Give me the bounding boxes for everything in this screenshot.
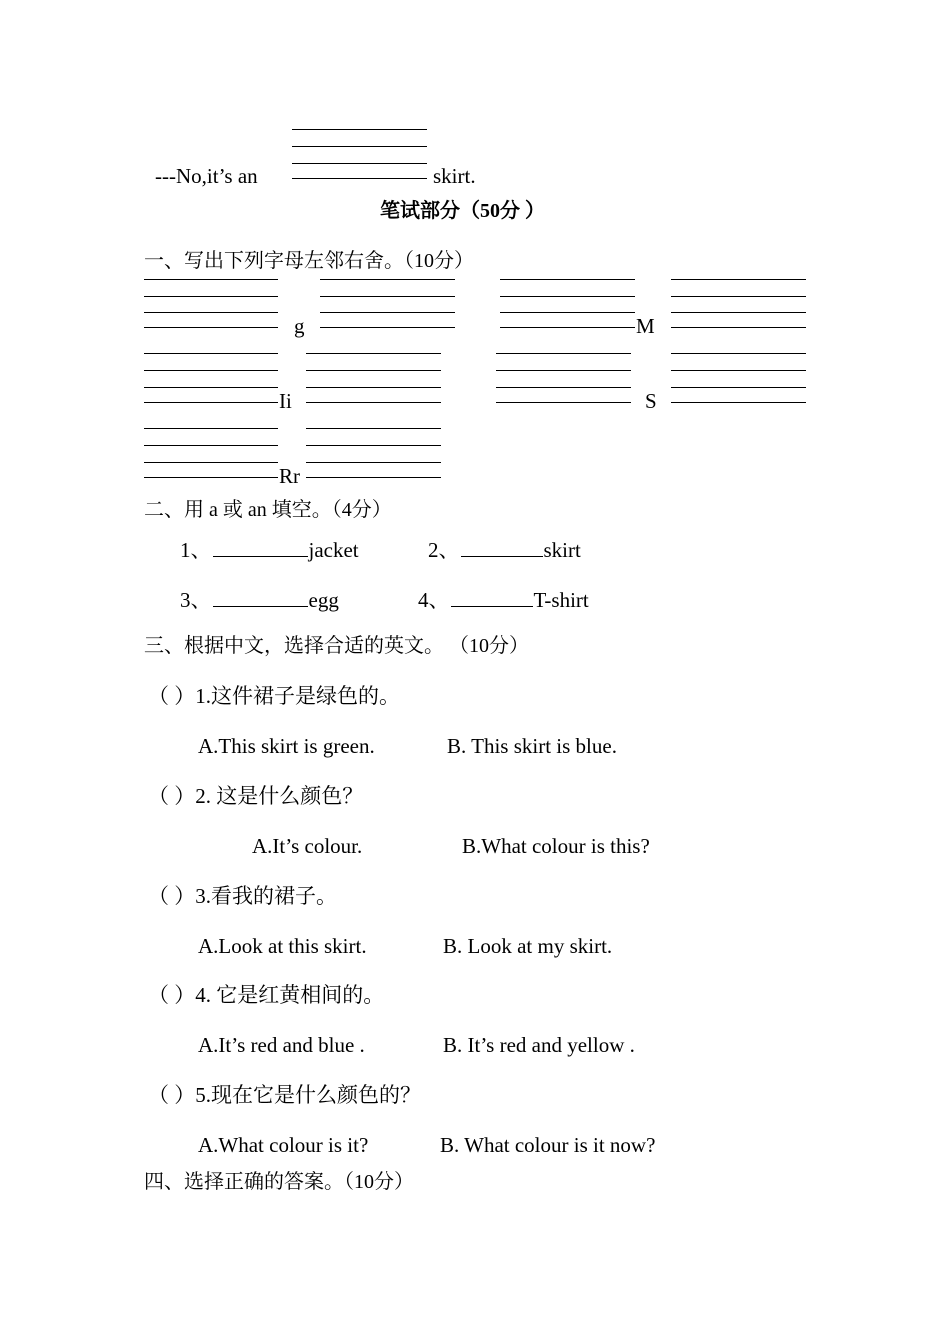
option-1b: B. This skirt is blue.	[447, 734, 617, 758]
letter-m: M	[636, 314, 655, 338]
item-word: egg	[308, 588, 339, 612]
option-4b: B. It’s red and yellow .	[443, 1033, 635, 1057]
section2-title: 二、用 a 或 an 填空。（4分）	[144, 499, 392, 521]
question-4	[148, 985, 384, 1006]
question-text: 5.现在它是什么颜色的？	[195, 1083, 421, 1107]
answer-paren: （ ）	[148, 983, 196, 1007]
fill-item-2	[428, 538, 581, 561]
top-sentence-suffix: skirt.	[433, 164, 476, 188]
section4-title: 四、选择正确的答案。（10分）	[144, 1171, 414, 1193]
item-number: 1、	[180, 538, 212, 562]
section3-title: 三、根据中文，选择合适的英文。 （10分）	[144, 635, 529, 657]
option-3a: A.Look at this skirt.	[198, 934, 367, 958]
option-1a: A.This skirt is green.	[198, 734, 375, 758]
answer-paren: （ ）	[148, 884, 196, 908]
item-word: jacket	[308, 538, 359, 562]
letter-ii: Ii	[279, 389, 292, 413]
question-3	[148, 886, 337, 907]
option-2a: A.It’s colour.	[252, 834, 363, 858]
question-text: 3.看我的裙子。	[195, 884, 337, 908]
letter-g: g	[294, 314, 305, 338]
question-1	[148, 686, 400, 707]
question-text: 4. 它是红黄相间的。	[195, 983, 385, 1007]
answer-paren: （ ）	[148, 784, 196, 808]
section1-title: 一、写出下列字母左邻右舍。（10分）	[144, 250, 474, 272]
option-4a: A.It’s red and blue .	[198, 1033, 365, 1057]
fill-item-4	[418, 588, 589, 611]
option-3b: B. Look at my skirt.	[443, 934, 613, 958]
item-number: 2、	[428, 538, 460, 562]
fill-item-1	[180, 538, 359, 561]
blank-line	[213, 538, 308, 557]
item-number: 4、	[418, 588, 450, 612]
fill-item-3	[180, 588, 339, 611]
question-text: 1.这件裙子是绿色的。	[195, 684, 400, 708]
question-2	[148, 786, 363, 807]
letter-rr: Rr	[279, 464, 300, 488]
blank-line	[213, 588, 308, 607]
item-word: T-shirt	[533, 588, 589, 612]
page-heading: 笔试部分（50分 ）	[380, 200, 545, 222]
top-sentence-prefix: ---No,it’s an	[155, 164, 258, 188]
item-word: skirt	[543, 538, 581, 562]
question-text: 2. 这是什么颜色？	[195, 784, 364, 808]
question-5	[148, 1085, 421, 1106]
answer-paren: （ ）	[148, 684, 196, 708]
blank-line	[461, 538, 543, 557]
letter-s: S	[645, 389, 657, 413]
blank-line	[451, 588, 533, 607]
option-5b: B. What colour is it now?	[440, 1133, 656, 1157]
option-2b: B.What colour is this?	[462, 834, 650, 858]
option-5a: A.What colour is it?	[198, 1133, 369, 1157]
answer-paren: （ ）	[148, 1083, 196, 1107]
item-number: 3、	[180, 588, 212, 612]
